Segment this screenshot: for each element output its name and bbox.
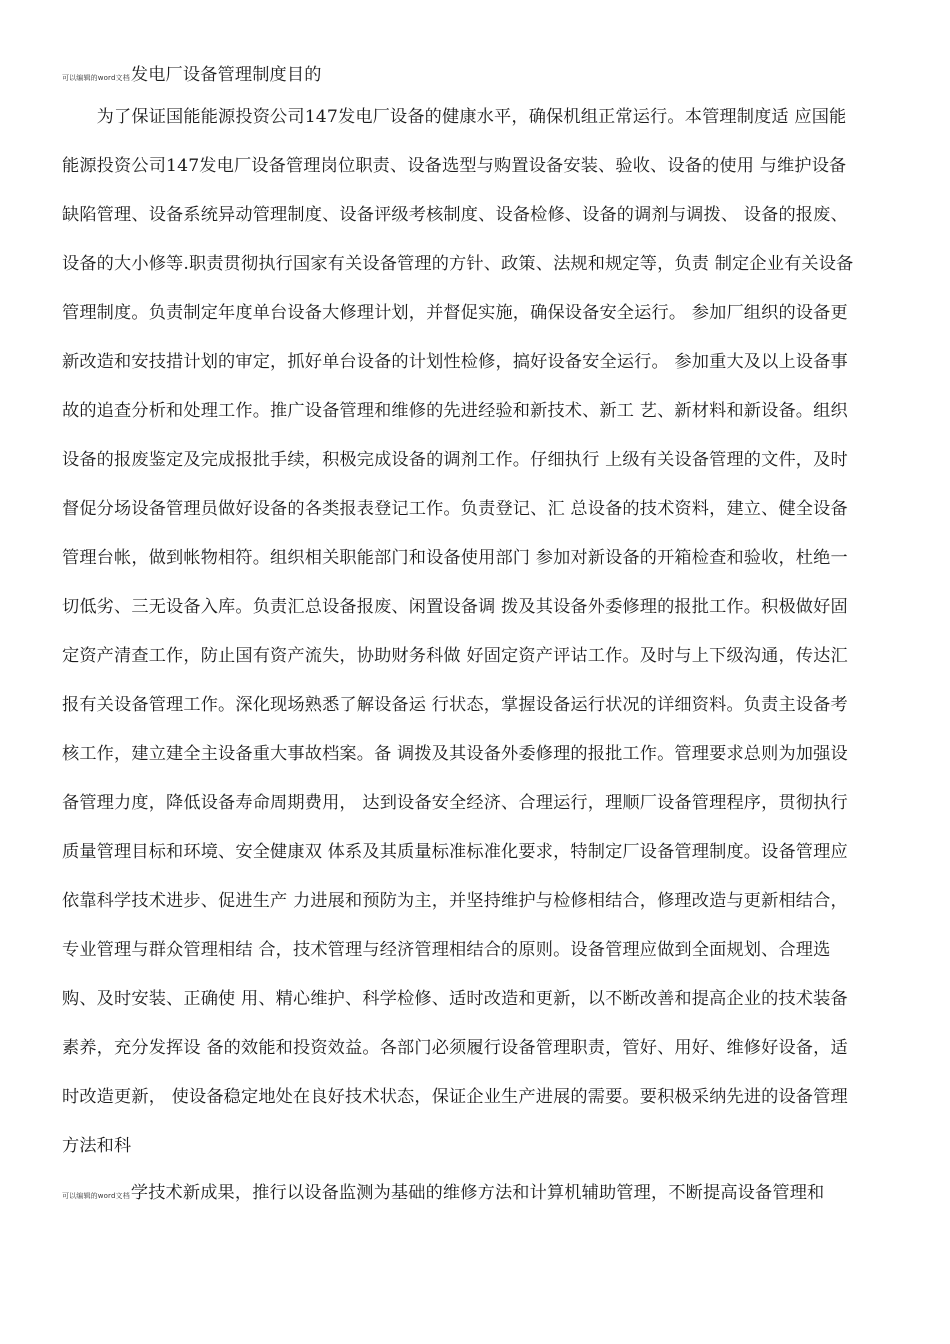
heading-line [62, 64, 892, 89]
continuation-text: 学技术新成果，推行以设备监测为基础的维修方法和计算机辅助管理，不断提高设备管理和 [130, 1183, 825, 1203]
body-line: 依靠科学技术进步、促进生产 力进展和预防为主，并坚持维护与检修相结合，修理改造与更新相结合， [62, 891, 848, 911]
body-line: 专业管理与群众管理相结 合，技术管理与经济管理相结合的原则。设备管理应做到全面规划、合理选 [62, 940, 831, 960]
body-line: 备管理力度，降低设备寿命周期费用， 达到设备安全经济、合理运行，理顺厂设备管理程序，贯彻执行 [62, 793, 848, 813]
body-line: 管理制度。负责制定年度单台设备大修理计划，并督促实施，确保设备安全运行。 参加厂组织的设备更 [62, 303, 848, 323]
body-line: 切低劣、三无设备入库。负责汇总设备报废、闲置设备调 拨及其设备外委修理的报批工作。积极做好固 [62, 597, 848, 617]
watermark-label: 可以编辑的word文档 [62, 74, 130, 82]
body-line: 设备的大小修等.职责贯彻执行国家有关设备管理的方针、政策、法规和规定等，负责 制定企业有关设备 [62, 254, 854, 274]
body-line: 方法和科 [62, 1136, 132, 1156]
body-line: 缺陷管理、设备系统异动管理制度、设备评级考核制度、设备检修、设备的调剂与调拨、 设备的报废、 [62, 205, 848, 225]
body-line: 督促分场设备管理员做好设备的各类报表登记工作。负责登记、汇 总设备的技术资料，建立、健全设备 [62, 499, 848, 519]
body-line: 为了保证国能能源投资公司147发电厂设备的健康水平，确保机组正常运行。本管理制度适 应国能 [62, 107, 847, 127]
body-line: 素养，充分发挥设 备的效能和投资效益。各部门必须履行设备管理职责，管好、用好、维修好设备，适 [62, 1038, 848, 1058]
body-line: 故的追查分析和处理工作。推广设备管理和维修的先进经验和新技术、新工 艺、新材料和新设备。组织 [62, 401, 848, 421]
watermark-label: 可以编辑的word文档 [62, 1192, 130, 1200]
body-line: 购、及时安装、正确使 用、精心维护、科学检修、适时改造和更新，以不断改善和提高企业的技术装备 [62, 989, 848, 1009]
body-line: 管理台帐，做到帐物相符。组织相关职能部门和设备使用部门 参加对新设备的开箱检查和验收，杜绝一 [62, 548, 848, 568]
body-line: 质量管理目标和环境、安全健康双 体系及其质量标准标准化要求，特制定厂设备管理制度。设备管理应 [62, 842, 848, 862]
body-line: 新改造和安技措计划的审定，抓好单台设备的计划性检修，搞好设备安全运行。 参加重大及以上设备事 [62, 352, 848, 372]
body-line: 设备的报废鉴定及完成报批手续，积极完成设备的调剂工作。仔细执行 上级有关设备管理的文件，及时 [62, 450, 848, 470]
body-line: 定资产清查工作，防止国有资产流失，协助财务科做 好固定资产评诂工作。及时与上下级沟通，传达汇 [62, 646, 848, 666]
body-line: 报有关设备管理工作。深化现场熟悉了解设备运 行状态，掌握设备运行状况的详细资料。负责主设备考 [62, 695, 848, 715]
body-line: 能源投资公司147发电厂设备管理岗位职责、设备选型与购置设备安装、验收、设备的使用 与维护设备 [62, 156, 847, 176]
continuation-line [62, 1182, 892, 1207]
body-line: 核工作，建立建全主设备重大事故档案。备 调拨及其设备外委修理的报批工作。管理要求总则为加强设 [62, 744, 848, 764]
body-line: 时改造更新， 使设备稳定地处在良好技术状态，保证企业生产进展的需要。要积极采纳先进的设备管理 [62, 1087, 848, 1107]
document-title: 发电厂设备管理制度目的 [130, 65, 322, 85]
